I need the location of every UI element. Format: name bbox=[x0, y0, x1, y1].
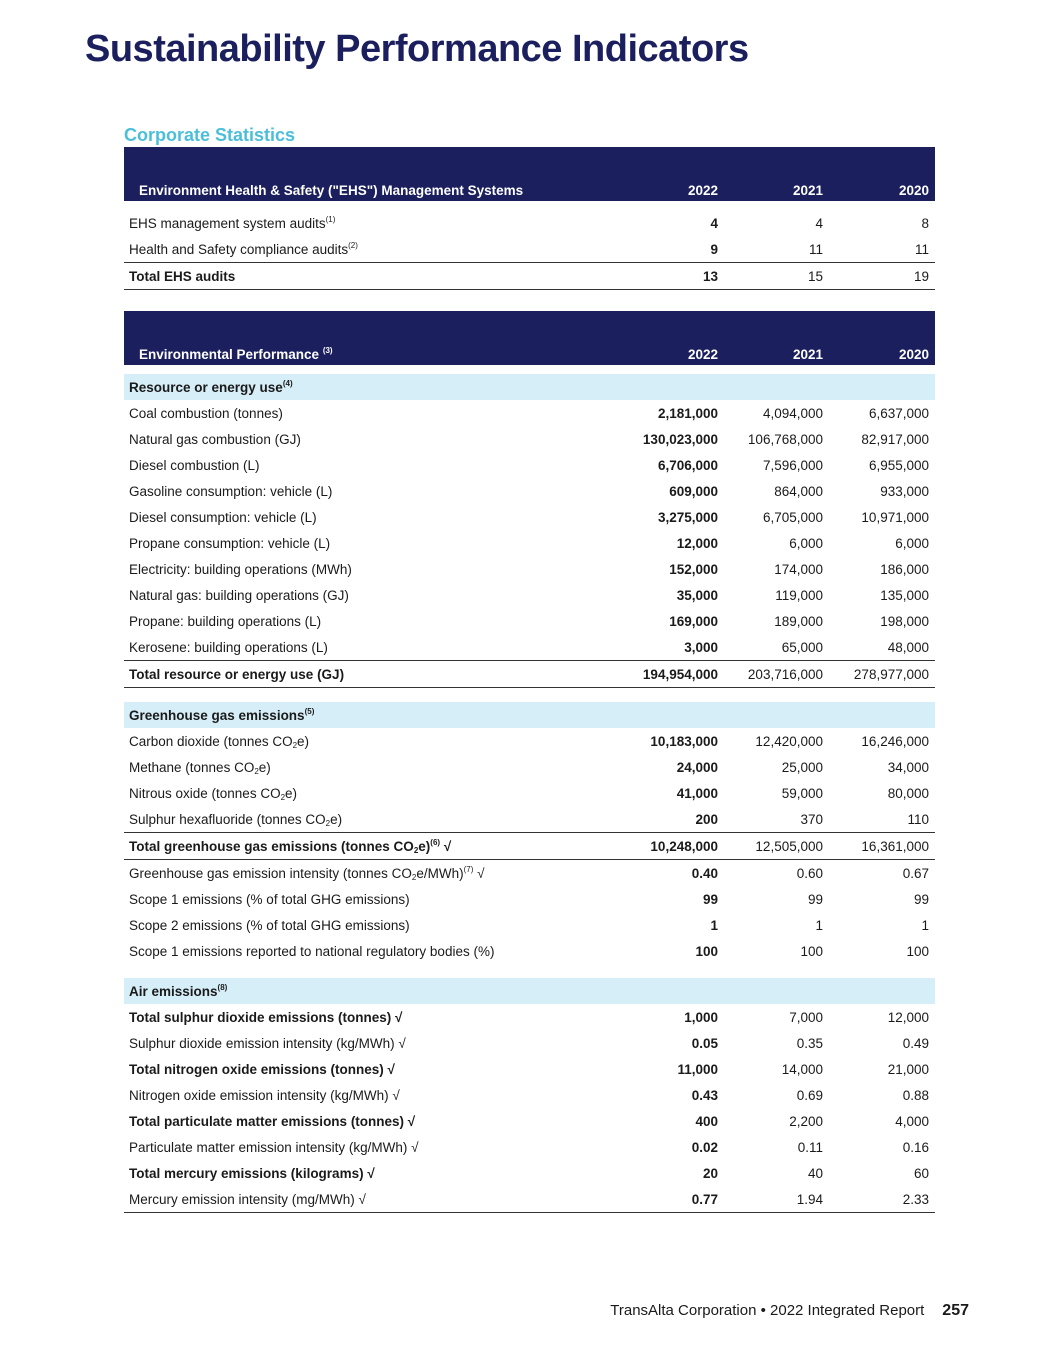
row-label: EHS management system audits$^{(1)}$ bbox=[129, 214, 336, 231]
table-row bbox=[124, 1160, 935, 1186]
value-2022: 200 bbox=[695, 811, 718, 827]
ehs-header-2021: 2021 bbox=[724, 147, 829, 201]
value-2021: 1.94 bbox=[724, 1186, 829, 1213]
table-row bbox=[124, 806, 935, 833]
value-2022: 9 bbox=[710, 241, 718, 257]
row-label: Propane: building operations (L) bbox=[129, 613, 322, 629]
value-2021: 40 bbox=[807, 1165, 823, 1181]
value-2020: 11 bbox=[914, 241, 929, 257]
table-row bbox=[124, 728, 935, 754]
table-row bbox=[124, 608, 935, 634]
value-2022: 13 bbox=[619, 263, 724, 290]
value-2020: 4,000 bbox=[895, 1113, 929, 1129]
value-2021: 0.11 bbox=[797, 1139, 823, 1155]
value-2022: 3,000 bbox=[684, 639, 718, 655]
value-2022: 41,000 bbox=[676, 785, 718, 801]
value-2022: 20 bbox=[702, 1165, 718, 1181]
value-2022: 152,000 bbox=[669, 561, 718, 577]
value-2021: 0.60 bbox=[796, 865, 823, 881]
value-2020: 34,000 bbox=[887, 759, 929, 775]
value-2020: 6,000 bbox=[895, 535, 929, 551]
row-label: Propane consumption: vehicle (L) bbox=[129, 535, 331, 551]
row-label: Particulate matter emission intensity (kg/MWh) √ bbox=[129, 1139, 419, 1155]
value-2020: 1 bbox=[921, 917, 929, 933]
table-row bbox=[124, 1004, 935, 1030]
env-header-2021: 2021 bbox=[724, 311, 829, 365]
table-row bbox=[124, 1030, 935, 1056]
env-header-2020: 2020 bbox=[829, 311, 935, 365]
value-2020: 135,000 bbox=[880, 587, 929, 603]
row-label: Health and Safety compliance audits$^{(2)}$ bbox=[129, 240, 358, 257]
value-2020: 80,000 bbox=[887, 785, 929, 801]
value-2020: 8 bbox=[921, 215, 929, 231]
table-row bbox=[124, 236, 935, 263]
table-row bbox=[124, 912, 935, 938]
env-header-row bbox=[124, 311, 935, 365]
table-row bbox=[124, 886, 935, 912]
row-label: Total mercury emissions (kilograms) √ bbox=[129, 1165, 375, 1181]
row-label: Natural gas: building operations (GJ) bbox=[129, 587, 349, 603]
table-row bbox=[124, 582, 935, 608]
row-label: Total greenhouse gas emissions (tonnes $CO_2e)^{(6)}$ √ bbox=[124, 833, 619, 860]
row-label: Total sulphur dioxide emissions (tonnes) √ bbox=[129, 1009, 403, 1025]
footer-text: TransAlta Corporation • 2022 Integrated Report bbox=[610, 1302, 925, 1319]
row-label: Scope 2 emissions (% of total GHG emissions) bbox=[129, 917, 410, 933]
table-row bbox=[124, 754, 935, 780]
value-2021: 11 bbox=[808, 241, 823, 257]
row-label: Nitrogen oxide emission intensity (kg/MWh) √ bbox=[129, 1087, 400, 1103]
table-row bbox=[124, 1186, 935, 1213]
category-label: Resource or energy use$^{(4)}$ bbox=[124, 374, 935, 400]
value-2021: 12,420,000 bbox=[755, 733, 823, 749]
table-row bbox=[124, 400, 935, 426]
value-2022: 1 bbox=[710, 917, 718, 933]
value-2021: 119,000 bbox=[775, 587, 823, 603]
table-row bbox=[124, 504, 935, 530]
value-2021: 203,716,000 bbox=[724, 661, 829, 688]
value-2022: 609,000 bbox=[669, 483, 718, 499]
table-row bbox=[124, 1134, 935, 1160]
value-2020: 0.88 bbox=[902, 1087, 929, 1103]
table-row bbox=[124, 634, 935, 661]
value-2020: 16,361,000 bbox=[829, 833, 935, 860]
table-row bbox=[124, 210, 935, 236]
category-label: Greenhouse gas emissions$^{(5)}$ bbox=[124, 702, 935, 728]
table-row bbox=[124, 938, 935, 964]
value-2021: 4,094,000 bbox=[762, 405, 823, 421]
value-2022: 99 bbox=[702, 891, 718, 907]
ehs-table bbox=[124, 147, 935, 290]
row-label: Sulphur hexafluoride (tonnes $CO_2e$) bbox=[129, 811, 343, 828]
value-2021: 2,200 bbox=[789, 1113, 823, 1129]
value-2020: 99 bbox=[913, 891, 929, 907]
value-2021: 59,000 bbox=[781, 785, 823, 801]
value-2021: 14,000 bbox=[781, 1061, 823, 1077]
value-2020: 0.16 bbox=[902, 1139, 929, 1155]
ehs-header-label: Environment Health & Safety ("EHS") Management Systems bbox=[124, 147, 619, 201]
row-label: Total particulate matter emissions (tonnes) √ bbox=[129, 1113, 416, 1129]
row-label: Scope 1 emissions reported to national regulatory bodies (%) bbox=[129, 943, 495, 959]
row-label: Total nitrogen oxide emissions (tonnes) √ bbox=[129, 1061, 395, 1077]
value-2020: 198,000 bbox=[880, 613, 929, 629]
value-2022: 2,181,000 bbox=[657, 405, 718, 421]
row-label: Scope 1 emissions (% of total GHG emissions) bbox=[129, 891, 410, 907]
value-2020: 0.49 bbox=[902, 1035, 929, 1051]
value-2020: 82,917,000 bbox=[861, 431, 929, 447]
table-row bbox=[124, 1108, 935, 1134]
row-label: Diesel combustion (L) bbox=[129, 457, 260, 473]
value-2020: 16,246,000 bbox=[861, 733, 929, 749]
row-label: Coal combustion (tonnes) bbox=[129, 405, 283, 421]
value-2021: 1 bbox=[815, 917, 823, 933]
table-row bbox=[124, 1056, 935, 1082]
value-2021: 25,000 bbox=[781, 759, 823, 775]
ehs-header-row bbox=[124, 147, 935, 201]
value-2022: 400 bbox=[695, 1113, 718, 1129]
value-2021: 7,596,000 bbox=[762, 457, 823, 473]
ghg-intensity-row bbox=[124, 860, 935, 887]
value-2020: 2.33 bbox=[829, 1186, 935, 1213]
value-2022: 194,954,000 bbox=[619, 661, 724, 688]
value-2020: 48,000 bbox=[887, 639, 929, 655]
value-2022: 0.43 bbox=[691, 1087, 718, 1103]
row-label: Kerosene: building operations (L) bbox=[129, 639, 328, 655]
table-row bbox=[124, 556, 935, 582]
value-2021: 4 bbox=[815, 215, 823, 231]
row-label: Total EHS audits bbox=[124, 263, 619, 290]
value-2022: 0.05 bbox=[691, 1035, 718, 1051]
table-row bbox=[124, 530, 935, 556]
value-2022: 0.02 bbox=[691, 1139, 718, 1155]
category-label: Air emissions$^{(8)}$ bbox=[124, 978, 935, 1004]
value-2021: 0.35 bbox=[796, 1035, 823, 1051]
row-label: Electricity: building operations (MWh) bbox=[129, 561, 352, 577]
row-label: Carbon dioxide (tonnes $CO_2e$) bbox=[129, 733, 310, 750]
value-2021: 189,000 bbox=[774, 613, 823, 629]
row-label: Gasoline consumption: vehicle (L) bbox=[129, 483, 333, 499]
value-2022: 0.77 bbox=[619, 1186, 724, 1213]
value-2020: 6,637,000 bbox=[868, 405, 929, 421]
env-header-label: Environmental Performance $^{(3)}$ bbox=[124, 311, 619, 365]
value-2021: 106,768,000 bbox=[747, 431, 823, 447]
environmental-performance-table bbox=[124, 311, 935, 1213]
value-2020: 186,000 bbox=[880, 561, 929, 577]
value-2021: 7,000 bbox=[789, 1009, 823, 1025]
ehs-header-2022: 2022 bbox=[619, 147, 724, 201]
value-2022: 3,275,000 bbox=[657, 509, 718, 525]
value-2020: 278,977,000 bbox=[829, 661, 935, 688]
page-number: 257 bbox=[942, 1302, 969, 1319]
page-footer bbox=[610, 1302, 969, 1320]
value-2022: 24,000 bbox=[676, 759, 718, 775]
value-2021: 0.69 bbox=[796, 1087, 823, 1103]
value-2021: 864,000 bbox=[774, 483, 823, 499]
row-label: Sulphur dioxide emission intensity (kg/MWh) √ bbox=[129, 1035, 406, 1051]
value-2022: 0.40 bbox=[691, 865, 718, 881]
page-title: Sustainability Performance Indicators bbox=[85, 28, 749, 70]
value-2020: 6,955,000 bbox=[868, 457, 929, 473]
value-2020: 110 bbox=[907, 811, 929, 827]
value-2020: 933,000 bbox=[880, 483, 929, 499]
value-2022: 35,000 bbox=[676, 587, 718, 603]
table-row bbox=[124, 452, 935, 478]
row-label: Methane (tonnes $CO_2e$) bbox=[129, 759, 271, 776]
ehs-total-row bbox=[124, 263, 935, 290]
table-row bbox=[124, 478, 935, 504]
value-2020: 0.67 bbox=[902, 865, 929, 881]
value-2022: 6,706,000 bbox=[657, 457, 718, 473]
row-label: Natural gas combustion (GJ) bbox=[129, 431, 301, 447]
value-2022: 100 bbox=[695, 943, 718, 959]
category-resource-energy bbox=[124, 374, 935, 400]
value-2021: 15 bbox=[724, 263, 829, 290]
value-2022: 4 bbox=[710, 215, 718, 231]
value-2022: 130,023,000 bbox=[642, 431, 718, 447]
env-header-2022: 2022 bbox=[619, 311, 724, 365]
table-row bbox=[124, 780, 935, 806]
value-2021: 370 bbox=[800, 811, 823, 827]
table-row bbox=[124, 426, 935, 452]
value-2021: 12,505,000 bbox=[724, 833, 829, 860]
value-2020: 100 bbox=[906, 943, 929, 959]
row-label: Diesel consumption: vehicle (L) bbox=[129, 509, 317, 525]
category-greenhouse-gas bbox=[124, 702, 935, 728]
category-air-emissions bbox=[124, 978, 935, 1004]
section-title: Corporate Statistics bbox=[124, 125, 296, 145]
table-row bbox=[124, 1082, 935, 1108]
value-2020: 21,000 bbox=[887, 1061, 929, 1077]
value-2022: 10,183,000 bbox=[650, 733, 718, 749]
row-label: Mercury emission intensity (mg/MWh) √ bbox=[124, 1186, 619, 1213]
row-label: Total resource or energy use (GJ) bbox=[124, 661, 619, 688]
value-2020: 12,000 bbox=[887, 1009, 929, 1025]
ehs-header-2020: 2020 bbox=[829, 147, 935, 201]
resource-total-row bbox=[124, 661, 935, 688]
ghg-total-row bbox=[124, 833, 935, 860]
value-2021: 99 bbox=[807, 891, 823, 907]
value-2021: 100 bbox=[800, 943, 823, 959]
value-2021: 6,000 bbox=[789, 535, 823, 551]
value-2021: 174,000 bbox=[774, 561, 823, 577]
value-2021: 6,705,000 bbox=[762, 509, 823, 525]
row-label: Nitrous oxide (tonnes $CO_2e$) bbox=[129, 785, 298, 802]
value-2022: 169,000 bbox=[669, 613, 718, 629]
row-label: Greenhouse gas emission intensity (tonnes $CO_2e/MWh)^{(7)}$ √ bbox=[129, 864, 485, 882]
value-2020: 19 bbox=[829, 263, 935, 290]
value-2022: 10,248,000 bbox=[619, 833, 724, 860]
value-2022: 12,000 bbox=[676, 535, 718, 551]
value-2022: 1,000 bbox=[684, 1009, 718, 1025]
value-2020: 60 bbox=[913, 1165, 929, 1181]
value-2021: 65,000 bbox=[781, 639, 823, 655]
value-2022: 11,000 bbox=[677, 1061, 718, 1077]
value-2020: 10,971,000 bbox=[861, 509, 929, 525]
